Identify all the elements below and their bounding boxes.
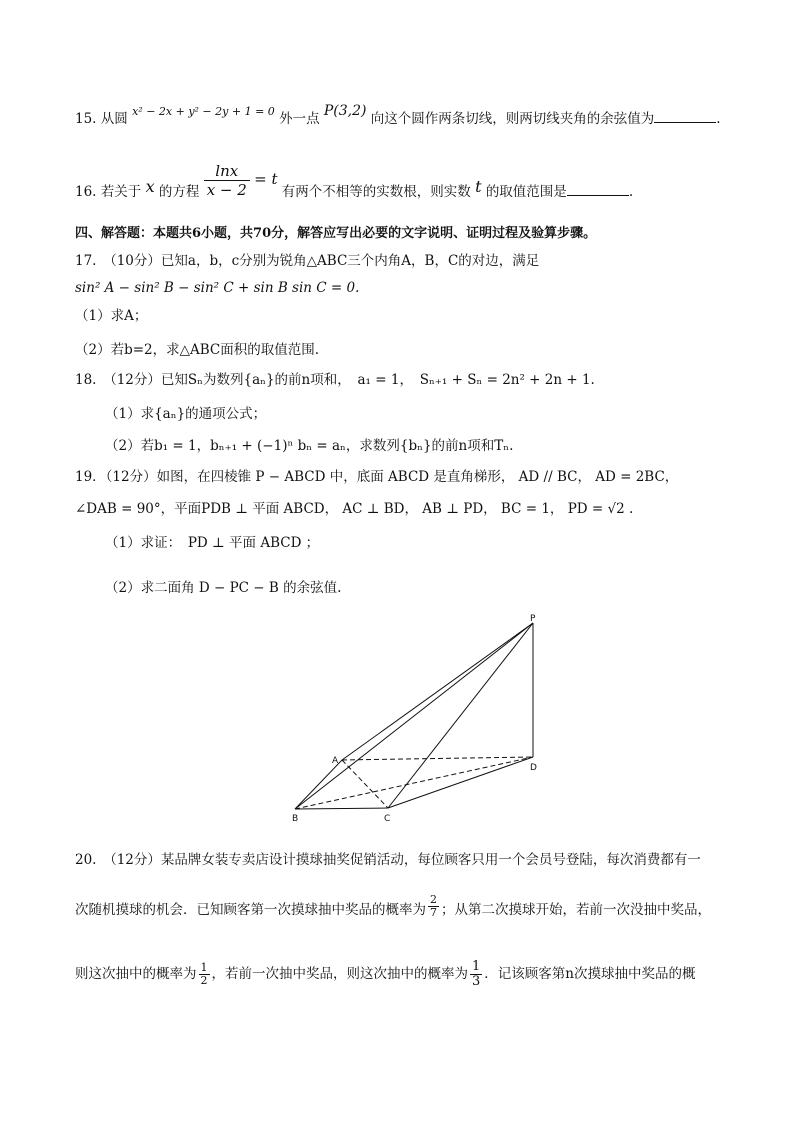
edge-cd <box>388 757 533 808</box>
question-text: ；从第二次摸球开始，若前一次没抽中奖品， <box>441 902 711 918</box>
probability-fraction <box>470 960 482 989</box>
question-number: 16. <box>75 184 97 200</box>
edge-ad <box>342 757 533 760</box>
period: . <box>716 111 721 127</box>
label-d: D <box>530 763 537 773</box>
question-text: 则这次抽中的概率为 <box>75 966 197 982</box>
point-p: P(3,2) <box>323 103 367 119</box>
question-18-part1: （1）求{aₙ}的通项公式； <box>105 406 267 422</box>
fraction-denominator: 7 <box>430 906 437 919</box>
question-text: 从圆 <box>100 111 128 127</box>
label-b: B <box>292 814 299 824</box>
question-text: 次随机摸球的机会．已知顾客第一次摸球抽中奖品的概率为 <box>75 902 426 918</box>
edge-bd <box>295 757 533 809</box>
fraction-denominator: 3 <box>472 974 481 989</box>
fraction-denominator: x − 2 <box>206 181 247 199</box>
fraction-numerator: 1 <box>200 961 208 974</box>
edge-pa <box>342 623 533 760</box>
question-18-line1: 18. （12分）已知Sₙ为数列{aₙ}的前n项和， a₁ = 1， Sₙ₊₁ + Sₙ = 2n² + 2n + 1. <box>75 372 595 388</box>
question-20-line2 <box>75 893 730 923</box>
question-text: 的取值范围是 <box>485 184 567 200</box>
question-17-line1: 17. （10分）已知a，b，c分别为锐角△ABC三个内角A，B，C的对边，满足 <box>75 253 540 269</box>
fraction-numerator: 1 <box>472 959 481 974</box>
equation-rhs: = t <box>254 170 278 188</box>
question-text: 的方程 <box>158 184 200 200</box>
circle-equation: x² − 2x + y² − 2y + 1 = 0 <box>132 105 275 118</box>
question-18-part2: （2）若b₁ = 1，bₙ₊₁ + (−1)ⁿ bₙ = aₙ，求数列{bₙ}的前n项和Tₙ. <box>105 438 514 454</box>
period: . <box>628 184 634 200</box>
question-19-part1: （1）求证： PD ⊥ 平面 ABCD ； <box>105 535 320 551</box>
question-15 <box>75 103 730 130</box>
equation-fraction <box>204 162 250 199</box>
label-c: C <box>384 814 391 824</box>
question-17-part1: （1）求A； <box>75 308 148 324</box>
question-text: 若关于 <box>100 184 142 200</box>
question-17-part2: （2）若b=2，求△ABC面积的取值范围. <box>75 342 320 358</box>
section-heading: 四、解答题：本题共6小题，共70分，解答应写出必要的文字说明、证明过程及验算步骤。 <box>75 226 597 241</box>
question-number: 15. <box>75 111 97 127</box>
variable-t: t <box>475 177 482 196</box>
question-19-line2: ∠DAB = 90°，平面PDB ⊥ 平面 ABCD， AC ⊥ BD， AB ⊥ PD， BC = 1， PD = √2 . <box>75 501 634 517</box>
edge-ab <box>295 760 342 809</box>
edge-bc <box>295 808 388 809</box>
fraction-denominator: 2 <box>200 974 208 987</box>
fraction-numerator: 2 <box>430 893 437 906</box>
question-19-part2: （2）求二面角 D − PC − B 的余弦值. <box>105 580 342 596</box>
variable-x: x <box>145 177 155 196</box>
question-text: ．记该顾客第n次摸球抽中奖品的概 <box>484 966 696 982</box>
question-17-line2: sin² A − sin² B − sin² C + sin B sin C = 0. <box>75 280 360 296</box>
probability-fraction <box>428 894 439 919</box>
question-text: ，若前一次抽中奖品，则这次抽中的概率为 <box>211 966 468 982</box>
question-text: 外一点 <box>279 111 320 127</box>
question-16 <box>75 162 730 211</box>
probability-fraction <box>199 962 210 987</box>
question-text: 有两个不相等的实数根，则实数 <box>281 184 471 200</box>
question-19-line1: 19．（12分）如图，在四棱锥 P − ABCD 中，底面 ABCD 是直角梯形， AD // BC， AD = 2BC， <box>75 469 679 485</box>
pyramid-figure <box>280 612 550 830</box>
question-20-line3 <box>75 960 730 989</box>
answer-blank <box>567 181 629 196</box>
question-20-line1: 20. （12分）某品牌女装专卖店设计摸球抽奖促销活动，每位顾客只用一个会员号登陆，每次消费都有一 <box>75 852 701 868</box>
fraction-numerator: lnx <box>204 162 250 181</box>
answer-blank <box>654 108 716 123</box>
edge-pb <box>295 623 533 809</box>
question-text: 向这个圆作两条切线，则两切线夹角的余弦值为 <box>370 111 655 127</box>
label-p: P <box>530 614 536 624</box>
edge-pc <box>388 623 533 808</box>
label-a: A <box>332 756 339 766</box>
edge-ac <box>342 760 388 808</box>
